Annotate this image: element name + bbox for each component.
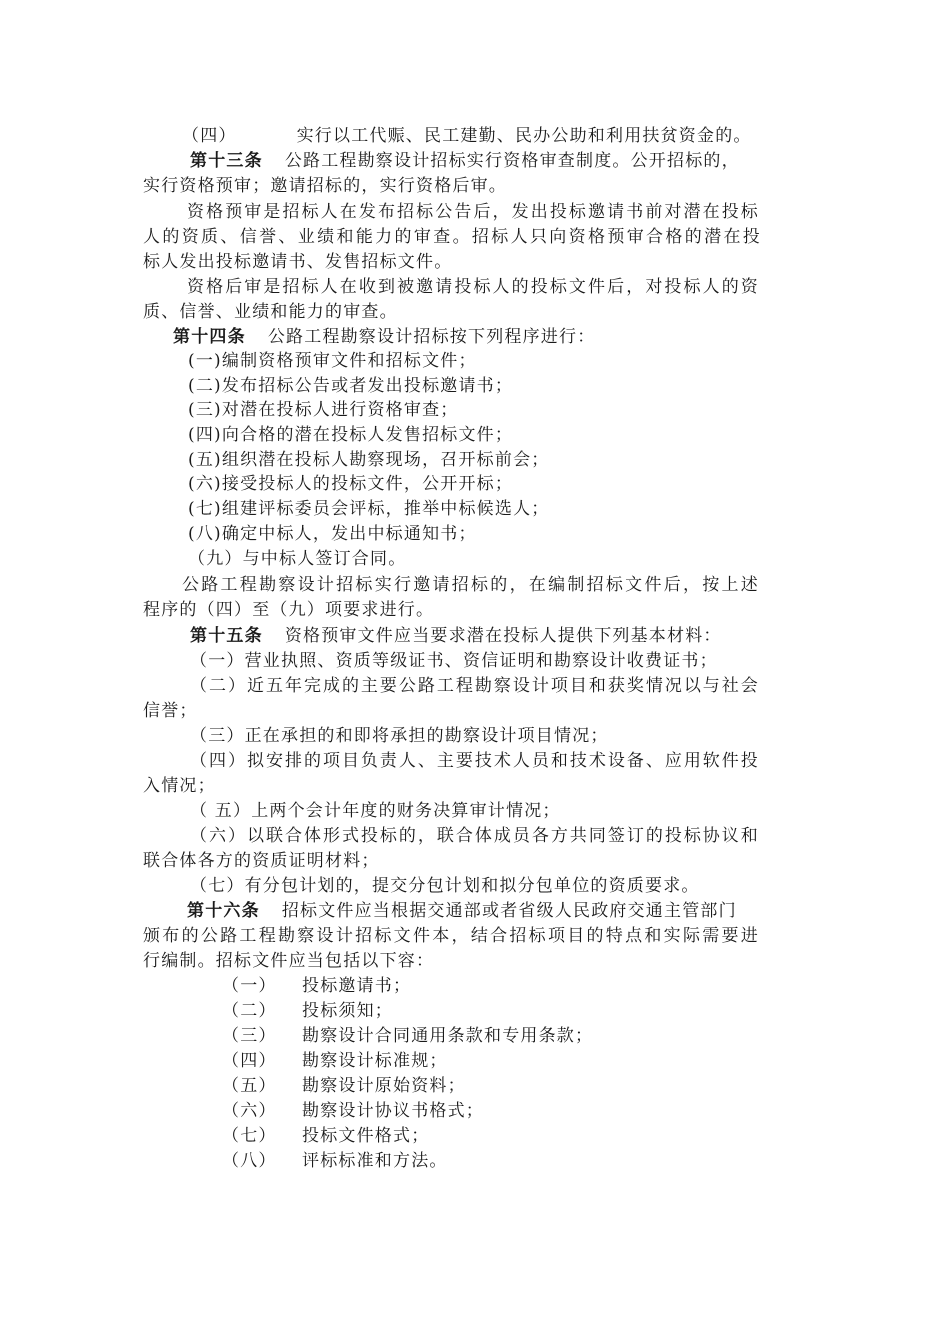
article-14-item: (五)组织潜在投标人勘察现场，召开标前会； bbox=[188, 450, 550, 470]
item-text: 投标须知； bbox=[302, 1001, 393, 1021]
article-13-line-2: 实行资格预审；邀请招标的，实行资格后审。 bbox=[143, 176, 507, 196]
article-14-line-1 bbox=[173, 325, 595, 349]
item-label: （七） bbox=[222, 1126, 277, 1146]
item-text: 勘察设计协议书格式； bbox=[302, 1101, 484, 1121]
postqual-line-1: 资格后审是招标人在收到被邀请投标人的投标文件后，对投标人的资 bbox=[187, 277, 759, 297]
article-14-item: (八)确定中标人，发出中标通知书； bbox=[188, 524, 477, 544]
article-16-item bbox=[222, 1149, 448, 1173]
prequal-line-1: 资格预审是招标人在发布招标公告后，发出投标邀请书前对潜在投标 bbox=[187, 202, 759, 222]
article-14-item: (四)向合格的潜在投标人发售招标文件； bbox=[188, 425, 514, 445]
article-15-line-1 bbox=[190, 624, 722, 648]
article-14-item: (二)发布招标公告或者发出投标邀请书； bbox=[188, 376, 514, 396]
article-14-heading: 第十四条 bbox=[173, 327, 246, 347]
article-16-item bbox=[222, 1099, 484, 1123]
article-14-item: (六)接受投标人的投标文件，公开开标； bbox=[188, 474, 514, 494]
article-16-line-3: 行编制。招标文件应当包括以下容： bbox=[143, 951, 435, 971]
item-label: （四） bbox=[182, 126, 237, 146]
article-15-item-continued: 信誉； bbox=[143, 701, 198, 721]
article-13-heading: 第十三条 bbox=[190, 151, 263, 171]
article-16-item bbox=[222, 1124, 429, 1148]
article-13-line-1 bbox=[190, 149, 740, 173]
article-16-item bbox=[222, 999, 393, 1023]
item-label: （六） bbox=[222, 1101, 277, 1121]
item-label: （八） bbox=[222, 1151, 277, 1171]
article-15-item-continued: 联合体各方的资质证明材料； bbox=[143, 851, 380, 871]
item-label: （五） bbox=[222, 1076, 277, 1096]
item-text: 勘察设计原始资料； bbox=[302, 1076, 466, 1096]
item-text: 勘察设计合同通用条款和专用条款； bbox=[302, 1026, 594, 1046]
article-16-line-1 bbox=[187, 899, 737, 923]
article-14-note-line-1: 公路工程勘察设计招标实行邀请招标的，在编制招标文件后，按上述 bbox=[182, 575, 759, 595]
prequal-line-2: 人的资质、信誉、业绩和能力的审查。招标人只向资格预审合格的潜在投 bbox=[143, 227, 761, 247]
article-16-item bbox=[222, 974, 411, 998]
item-text: 投标文件格式； bbox=[302, 1126, 430, 1146]
article-15-item: （一）营业执照、资质等级证书、资信证明和勘察设计收费证书； bbox=[190, 651, 718, 671]
article-14-text: 公路工程勘察设计招标按下列程序进行： bbox=[267, 327, 596, 347]
article-15-item: （六）以联合体形式投标的，联合体成员各方共同签订的投标协议和 bbox=[190, 826, 759, 846]
item-text: 评标标准和方法。 bbox=[302, 1151, 448, 1171]
article-16-text: 招标文件应当根据交通部或者省级人民政府交通主管部门 bbox=[281, 901, 737, 921]
article-16-heading: 第十六条 bbox=[187, 901, 260, 921]
article-14-item: (七)组建评标委员会评标，推举中标候选人； bbox=[188, 499, 550, 519]
item-text: 投标邀请书； bbox=[302, 976, 412, 996]
article-16-item bbox=[222, 1074, 466, 1098]
article-15-text: 资格预审文件应当要求潜在投标人提供下列基本材料： bbox=[284, 626, 722, 646]
prequal-line-3: 标人发出投标邀请书、发售招标文件。 bbox=[143, 252, 453, 272]
item-text: 实行以工代赈、民工建勤、民办公助和利用扶贫资金的。 bbox=[296, 126, 752, 146]
article-13-text: 公路工程勘察设计招标实行资格审查制度。公开招标的， bbox=[284, 151, 740, 171]
item-label: （一） bbox=[222, 976, 277, 996]
article-16-item bbox=[222, 1049, 448, 1073]
article-14-item: （九）与中标人签订合同。 bbox=[188, 549, 407, 569]
item-label: （二） bbox=[222, 1001, 277, 1021]
postqual-line-2: 质、信誉、业绩和能力的审查。 bbox=[143, 302, 398, 322]
article-14-item: (三)对潜在投标人进行资格审查； bbox=[188, 400, 459, 420]
article-14-note-line-2: 程序的（四）至（九）项要求进行。 bbox=[143, 600, 435, 620]
article-15-item-continued: 入情况； bbox=[143, 776, 216, 796]
article-16-item bbox=[222, 1024, 593, 1048]
item-label: （三） bbox=[222, 1026, 277, 1046]
article-15-heading: 第十五条 bbox=[190, 626, 263, 646]
article-15-item: （七）有分包计划的，提交分包计划和拟分包单位的资质要求。 bbox=[190, 876, 700, 896]
article-15-item: （ 五）上两个会计年度的财务决算审计情况； bbox=[190, 801, 561, 821]
item-text: 勘察设计标准规； bbox=[302, 1051, 448, 1071]
article-15-item: （三）正在承担的和即将承担的勘察设计项目情况； bbox=[190, 726, 609, 746]
article-15-item: （二）近五年完成的主要公路工程勘察设计项目和获奖情况以与社会 bbox=[190, 676, 759, 696]
article-14-item: (一)编制资格预审文件和招标文件； bbox=[188, 351, 477, 371]
item-label: （四） bbox=[222, 1051, 277, 1071]
item-4-previous bbox=[182, 124, 752, 148]
article-16-line-2: 颁布的公路工程勘察设计招标文件本，结合招标项目的特点和实际需要进 bbox=[143, 926, 759, 946]
article-15-item: （四）拟安排的项目负责人、主要技术人员和技术设备、应用软件投 bbox=[190, 751, 759, 771]
